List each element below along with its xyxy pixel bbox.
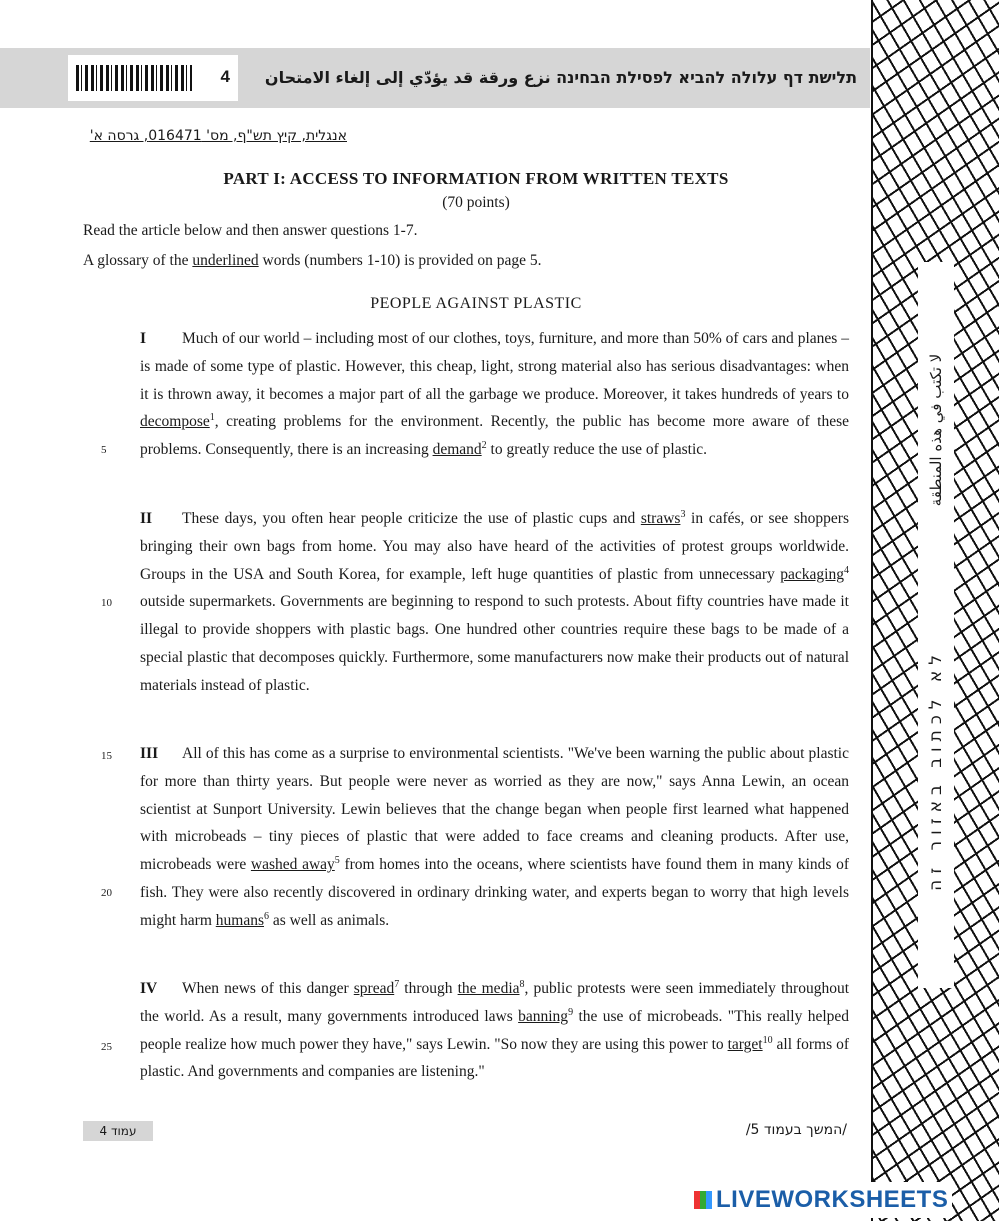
instruction-2-text: A glossary of the [83,252,193,269]
glossary-word: straws [640,510,681,527]
paragraph-numeral: III [140,745,159,762]
glossary-word: decompose [140,413,210,431]
paragraph-1 [140,325,849,464]
paragraph-text: outside supermarkets. Governments are beginning to respond to such protests. About fifty countries have made it illegal to provide shoppers with plastic bags. One hundred other countries require these bags to be made of a special plastic that decomposes quickly. Furthermore, some manufacturers now make their products out of natural materials instead of plastic. [140,593,849,694]
instruction-2-underlined: underlined [192,252,259,269]
paragraph-text: in cafés, or see shoppers bringing their own bags from home. You may also have heard of the activities of protest groups worldwide. Groups in the USA and South Korea, for example, left huge quantities of plastic from unnecessary [140,510,850,583]
logo-icon [694,1191,712,1209]
paragraph-text: to greatly reduce the use of plastic. [486,441,708,459]
paragraph-text: all forms of plastic. And governments and companies are listening." [140,1035,849,1081]
glossary-number: 1 [209,412,215,424]
glossary-number: 9 [568,1006,574,1018]
glossary-number: 6 [264,910,269,922]
paragraph-2 [140,505,849,700]
line-number: 5 [101,444,107,456]
barcode [76,65,192,91]
instruction-2 [83,252,541,270]
glossary-number: 10 [762,1034,773,1046]
paragraph-numeral: IV [140,980,158,997]
line-number: 20 [101,887,112,899]
liveworksheets-logo [690,1182,952,1218]
paragraph-text: as well as animals. [269,911,390,929]
paragraph-text: These days, you often hear people criticize the use of plastic cups and [182,510,641,527]
glossary-word: packaging [780,565,844,583]
glossary-word: the media [457,980,520,997]
footer-continue: /המשך בעמוד 5/ [745,1122,847,1138]
glossary-word: target [727,1035,763,1053]
paragraph-text: Much of our world – including most of our clothes, toys, furniture, and more than 50% of cars and planes – is made of some type of plastic. However, this cheap, light, strong material also has serious disadvantages: when it is thrown away, it becomes a major part of all the garbage we produce. Moreover, it takes hundreds of years to [140,330,849,403]
instruction-1: Read the article below and then answer questions 1-7. [83,222,418,239]
line-number: 15 [101,750,112,762]
part-points: (70 points) [442,194,510,211]
header-warning: תלישת דף עלולה להביא לפסילת הבחינה نزع ورقة قد يؤدّي إلى إلغاء الامتحان [264,68,857,87]
barcode-box [68,55,238,101]
glossary-number: 2 [481,440,487,452]
paragraph-4 [140,975,849,1086]
glossary-word: banning [518,1007,569,1025]
glossary-number: 5 [334,855,340,867]
article-title: PEOPLE AGAINST PLASTIC [370,295,582,312]
paragraph-text: through [399,980,458,997]
side-strip-arabic: لا تكتب في هذه المنطقة [927,353,945,507]
paragraph-3 [140,740,849,935]
logo-text: LIVEWORKSHEETS [716,1186,949,1213]
part-title: PART I: ACCESS TO INFORMATION FROM WRITTEN TEXTS [223,169,729,188]
side-strip-hebrew: לא לכתוב באזור זה [926,649,946,891]
glossary-number: 3 [680,508,686,520]
paragraph-numeral: II [140,510,153,527]
glossary-word: humans [215,911,264,929]
line-number: 25 [101,1041,112,1053]
paragraph-numeral: I [140,330,147,347]
glossary-word: washed away [250,856,335,874]
footer-page-label: עמוד 4 [83,1121,153,1141]
instruction-2-rest: words (numbers 1-10) is provided on page 5. [258,252,542,269]
paragraph-text: When news of this danger [182,980,354,997]
paragraph-text: , public protests were seen immediately throughout the world. As a result, many governments introduced laws [140,980,850,1025]
glossary-number: 4 [844,564,849,576]
paragraph-text: All of this has come as a surprise to environmental scientists. "We've been warning the public about plastic for more than thirty years. But people were never as worried as they are now," says Anna Lewin, an ocean scientist at Sunport University. Lewin believes that the change began when people first learned what happened with microbeads – tiny pieces of plastic that were added to face creams and cleaning products. After use, microbeads were [140,745,849,874]
exam-info: אנגלית, קיץ תש"ף, מס' 016471, גרסה א' [89,128,347,144]
glossary-number: 8 [519,978,525,990]
paragraph-text: the use of microbeads. "This really helped people realize how much power they have," says Lewin. "So now they are using this power to [140,1007,850,1053]
paragraph-text: from homes into the oceans, where scientists have found them in many kinds of fish. They were also recently discovered in ordinary drinking water, and experts began to worry that high levels might harm [140,856,849,929]
line-number: 10 [101,597,112,609]
header-page-number: 4 [220,67,230,86]
glossary-number: 7 [394,978,400,990]
glossary-word: demand [432,441,482,459]
paragraph-text: , creating problems for the environment. Recently, the public has become more aware of these problems. Consequently, there is an increasing [140,413,849,459]
glossary-word: spread [353,980,395,997]
